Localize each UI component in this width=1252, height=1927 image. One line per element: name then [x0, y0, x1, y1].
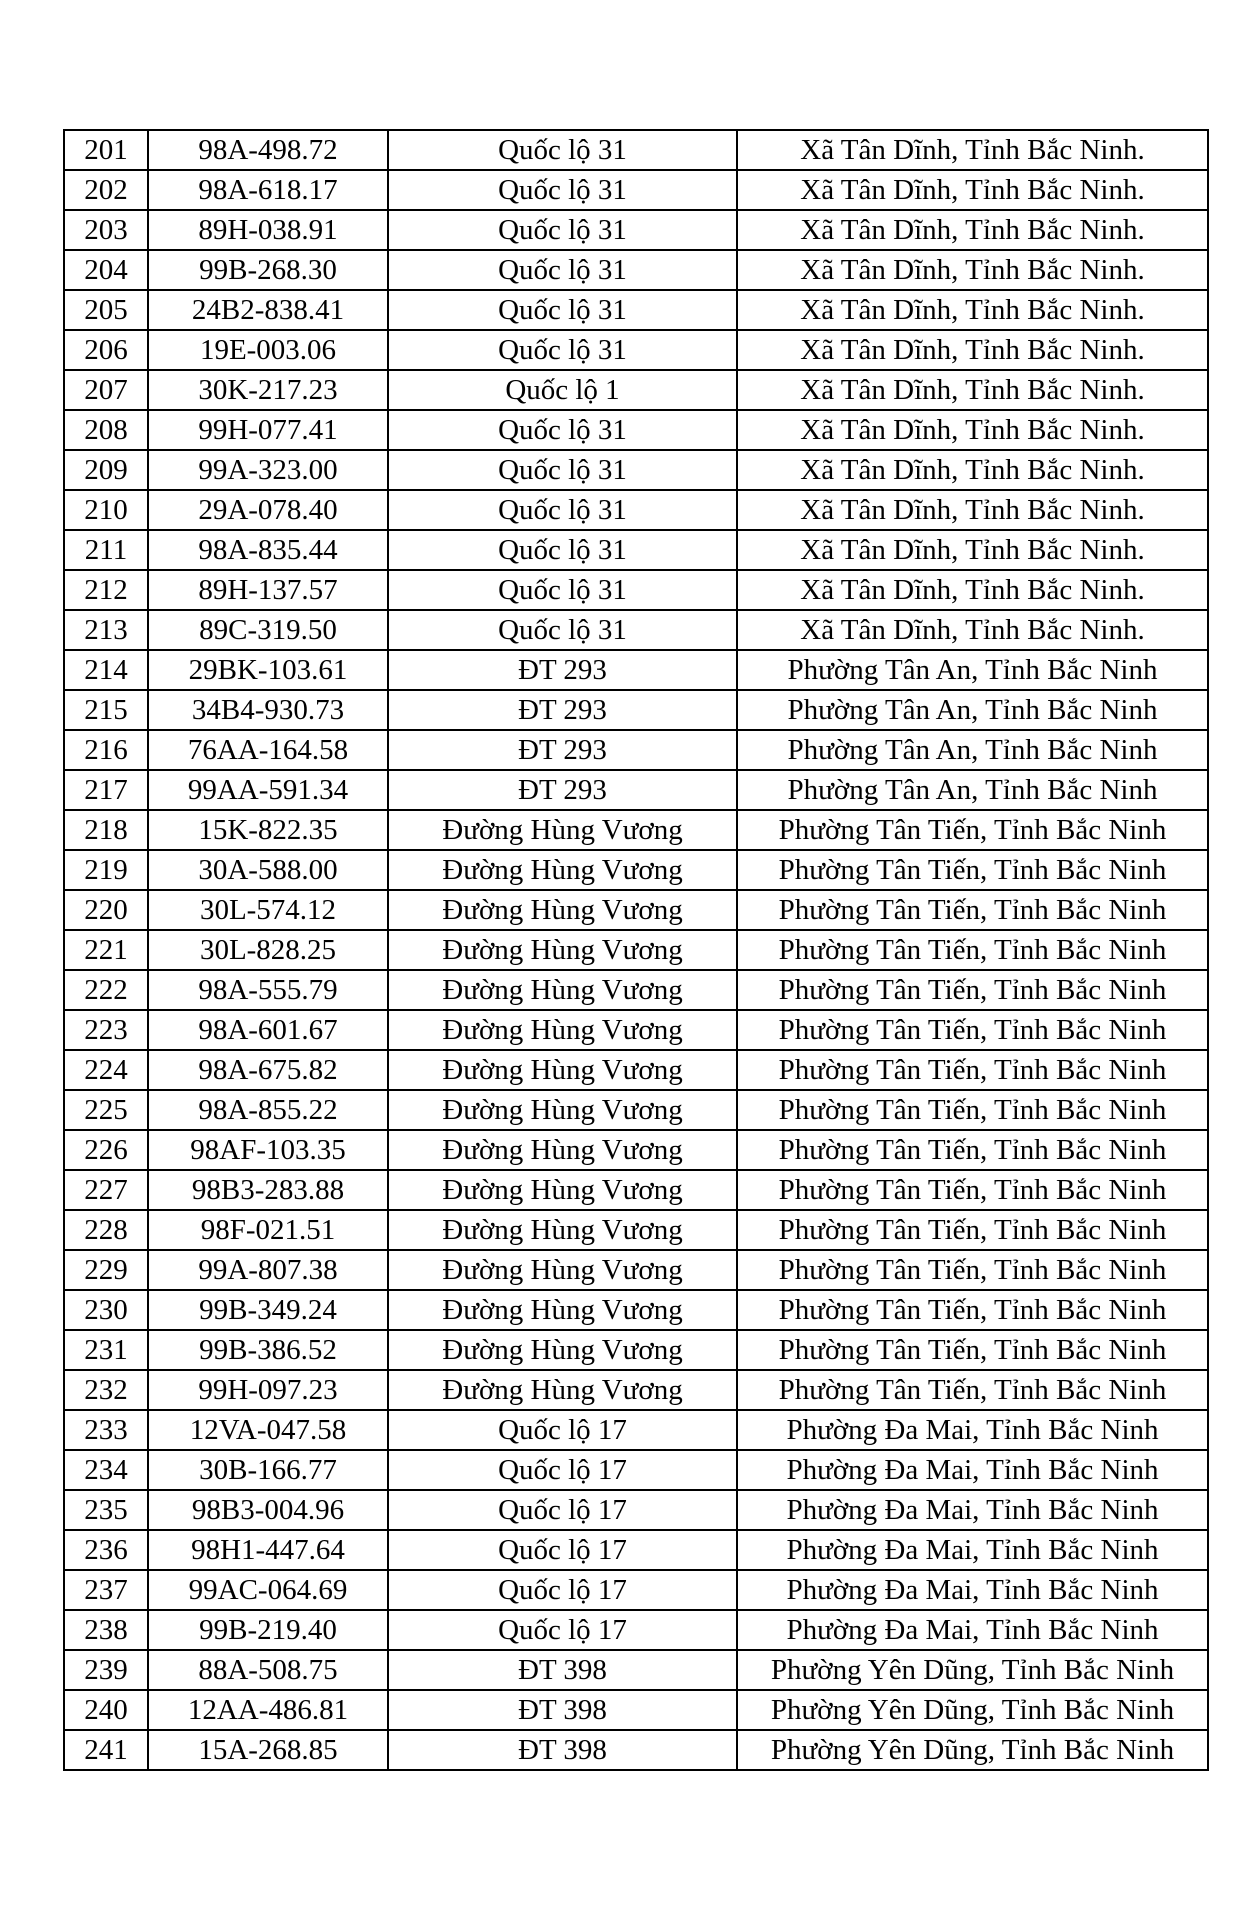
- row-number-cell: 203: [64, 210, 148, 250]
- table-row: [64, 690, 1208, 730]
- location-cell: Phường Đa Mai, Tỉnh Bắc Ninh: [737, 1610, 1208, 1650]
- road-cell: Quốc lộ 31: [388, 610, 737, 650]
- location-cell: Phường Tân Tiến, Tỉnh Bắc Ninh: [737, 850, 1208, 890]
- table-row: [64, 1690, 1208, 1730]
- license-plate-cell: 89H-038.91: [148, 210, 388, 250]
- road-cell: Quốc lộ 31: [388, 490, 737, 530]
- license-plate-cell: 98H1-447.64: [148, 1530, 388, 1570]
- road-cell: Đường Hùng Vương: [388, 930, 737, 970]
- license-plate-cell: 15K-822.35: [148, 810, 388, 850]
- row-number-cell: 201: [64, 130, 148, 170]
- road-cell: Quốc lộ 31: [388, 250, 737, 290]
- table-row: [64, 650, 1208, 690]
- violations-table: [63, 129, 1209, 1771]
- road-cell: Quốc lộ 31: [388, 530, 737, 570]
- license-plate-cell: 98A-555.79: [148, 970, 388, 1010]
- location-cell: Xã Tân Dĩnh, Tỉnh Bắc Ninh.: [737, 250, 1208, 290]
- location-cell: Phường Tân Tiến, Tỉnh Bắc Ninh: [737, 1250, 1208, 1290]
- row-number-cell: 228: [64, 1210, 148, 1250]
- table-body: [64, 130, 1208, 1770]
- row-number-cell: 202: [64, 170, 148, 210]
- table-row: [64, 1370, 1208, 1410]
- location-cell: Phường Tân Tiến, Tỉnh Bắc Ninh: [737, 810, 1208, 850]
- location-cell: Xã Tân Dĩnh, Tỉnh Bắc Ninh.: [737, 330, 1208, 370]
- table-row: [64, 1530, 1208, 1570]
- row-number-cell: 236: [64, 1530, 148, 1570]
- row-number-cell: 209: [64, 450, 148, 490]
- location-cell: Xã Tân Dĩnh, Tỉnh Bắc Ninh.: [737, 410, 1208, 450]
- row-number-cell: 220: [64, 890, 148, 930]
- location-cell: Phường Tân An, Tỉnh Bắc Ninh: [737, 690, 1208, 730]
- table-row: [64, 1410, 1208, 1450]
- row-number-cell: 234: [64, 1450, 148, 1490]
- location-cell: Xã Tân Dĩnh, Tỉnh Bắc Ninh.: [737, 610, 1208, 650]
- road-cell: Quốc lộ 31: [388, 330, 737, 370]
- table-row: [64, 1090, 1208, 1130]
- row-number-cell: 223: [64, 1010, 148, 1050]
- table-row: [64, 1210, 1208, 1250]
- license-plate-cell: 98A-618.17: [148, 170, 388, 210]
- row-number-cell: 227: [64, 1170, 148, 1210]
- table-row: [64, 570, 1208, 610]
- location-cell: Phường Đa Mai, Tỉnh Bắc Ninh: [737, 1450, 1208, 1490]
- license-plate-cell: 99A-807.38: [148, 1250, 388, 1290]
- row-number-cell: 213: [64, 610, 148, 650]
- row-number-cell: 232: [64, 1370, 148, 1410]
- license-plate-cell: 99AC-064.69: [148, 1570, 388, 1610]
- location-cell: Phường Tân Tiến, Tỉnh Bắc Ninh: [737, 1090, 1208, 1130]
- license-plate-cell: 89H-137.57: [148, 570, 388, 610]
- license-plate-cell: 76AA-164.58: [148, 730, 388, 770]
- table-row: [64, 930, 1208, 970]
- row-number-cell: 221: [64, 930, 148, 970]
- road-cell: Đường Hùng Vương: [388, 1050, 737, 1090]
- location-cell: Phường Đa Mai, Tỉnh Bắc Ninh: [737, 1530, 1208, 1570]
- table-row: [64, 450, 1208, 490]
- row-number-cell: 233: [64, 1410, 148, 1450]
- location-cell: Xã Tân Dĩnh, Tỉnh Bắc Ninh.: [737, 130, 1208, 170]
- location-cell: Phường Đa Mai, Tỉnh Bắc Ninh: [737, 1490, 1208, 1530]
- road-cell: Quốc lộ 31: [388, 570, 737, 610]
- license-plate-cell: 30K-217.23: [148, 370, 388, 410]
- location-cell: Phường Tân An, Tỉnh Bắc Ninh: [737, 770, 1208, 810]
- road-cell: Quốc lộ 17: [388, 1610, 737, 1650]
- table-row: [64, 330, 1208, 370]
- row-number-cell: 241: [64, 1730, 148, 1770]
- location-cell: Phường Tân An, Tỉnh Bắc Ninh: [737, 650, 1208, 690]
- license-plate-cell: 98F-021.51: [148, 1210, 388, 1250]
- license-plate-cell: 98A-835.44: [148, 530, 388, 570]
- road-cell: Quốc lộ 31: [388, 290, 737, 330]
- location-cell: Xã Tân Dĩnh, Tỉnh Bắc Ninh.: [737, 450, 1208, 490]
- table-row: [64, 490, 1208, 530]
- table-row: [64, 730, 1208, 770]
- row-number-cell: 218: [64, 810, 148, 850]
- table-row: [64, 610, 1208, 650]
- license-plate-cell: 29A-078.40: [148, 490, 388, 530]
- road-cell: Đường Hùng Vương: [388, 1210, 737, 1250]
- license-plate-cell: 99B-349.24: [148, 1290, 388, 1330]
- row-number-cell: 216: [64, 730, 148, 770]
- road-cell: ĐT 398: [388, 1650, 737, 1690]
- location-cell: Phường Tân Tiến, Tỉnh Bắc Ninh: [737, 1130, 1208, 1170]
- location-cell: Phường Đa Mai, Tỉnh Bắc Ninh: [737, 1410, 1208, 1450]
- location-cell: Phường Tân Tiến, Tỉnh Bắc Ninh: [737, 890, 1208, 930]
- road-cell: Đường Hùng Vương: [388, 850, 737, 890]
- license-plate-cell: 12VA-047.58: [148, 1410, 388, 1450]
- row-number-cell: 229: [64, 1250, 148, 1290]
- table-row: [64, 1010, 1208, 1050]
- table-row: [64, 130, 1208, 170]
- table-row: [64, 1650, 1208, 1690]
- license-plate-cell: 98B3-004.96: [148, 1490, 388, 1530]
- license-plate-cell: 15A-268.85: [148, 1730, 388, 1770]
- table-row: [64, 1050, 1208, 1090]
- road-cell: Đường Hùng Vương: [388, 810, 737, 850]
- table-row: [64, 250, 1208, 290]
- table-row: [64, 1250, 1208, 1290]
- table-row: [64, 850, 1208, 890]
- license-plate-cell: 99A-323.00: [148, 450, 388, 490]
- road-cell: Đường Hùng Vương: [388, 1250, 737, 1290]
- road-cell: Quốc lộ 17: [388, 1450, 737, 1490]
- license-plate-cell: 99B-268.30: [148, 250, 388, 290]
- license-plate-cell: 98A-855.22: [148, 1090, 388, 1130]
- location-cell: Phường Tân Tiến, Tỉnh Bắc Ninh: [737, 1170, 1208, 1210]
- road-cell: Đường Hùng Vương: [388, 1010, 737, 1050]
- license-plate-cell: 99B-219.40: [148, 1610, 388, 1650]
- table-row: [64, 1570, 1208, 1610]
- license-plate-cell: 99AA-591.34: [148, 770, 388, 810]
- table-row: [64, 890, 1208, 930]
- license-plate-cell: 99B-386.52: [148, 1330, 388, 1370]
- road-cell: Đường Hùng Vương: [388, 1130, 737, 1170]
- license-plate-cell: 12AA-486.81: [148, 1690, 388, 1730]
- license-plate-cell: 30L-574.12: [148, 890, 388, 930]
- location-cell: Xã Tân Dĩnh, Tỉnh Bắc Ninh.: [737, 490, 1208, 530]
- table-row: [64, 1730, 1208, 1770]
- location-cell: Xã Tân Dĩnh, Tỉnh Bắc Ninh.: [737, 170, 1208, 210]
- row-number-cell: 235: [64, 1490, 148, 1530]
- row-number-cell: 239: [64, 1650, 148, 1690]
- license-plate-cell: 19E-003.06: [148, 330, 388, 370]
- row-number-cell: 210: [64, 490, 148, 530]
- license-plate-cell: 24B2-838.41: [148, 290, 388, 330]
- location-cell: Phường Tân Tiến, Tỉnh Bắc Ninh: [737, 930, 1208, 970]
- road-cell: Quốc lộ 17: [388, 1490, 737, 1530]
- row-number-cell: 215: [64, 690, 148, 730]
- row-number-cell: 226: [64, 1130, 148, 1170]
- row-number-cell: 240: [64, 1690, 148, 1730]
- road-cell: Đường Hùng Vương: [388, 1170, 737, 1210]
- license-plate-cell: 99H-097.23: [148, 1370, 388, 1410]
- location-cell: Phường Tân Tiến, Tỉnh Bắc Ninh: [737, 1330, 1208, 1370]
- location-cell: Phường Tân Tiến, Tỉnh Bắc Ninh: [737, 1290, 1208, 1330]
- row-number-cell: 238: [64, 1610, 148, 1650]
- table-row: [64, 370, 1208, 410]
- table-row: [64, 810, 1208, 850]
- row-number-cell: 225: [64, 1090, 148, 1130]
- table-row: [64, 970, 1208, 1010]
- location-cell: Xã Tân Dĩnh, Tỉnh Bắc Ninh.: [737, 530, 1208, 570]
- table-row: [64, 290, 1208, 330]
- row-number-cell: 231: [64, 1330, 148, 1370]
- license-plate-cell: 98A-498.72: [148, 130, 388, 170]
- road-cell: Đường Hùng Vương: [388, 970, 737, 1010]
- row-number-cell: 219: [64, 850, 148, 890]
- road-cell: Đường Hùng Vương: [388, 1370, 737, 1410]
- table-row: [64, 1290, 1208, 1330]
- table-row: [64, 530, 1208, 570]
- row-number-cell: 214: [64, 650, 148, 690]
- location-cell: Phường Tân Tiến, Tỉnh Bắc Ninh: [737, 1010, 1208, 1050]
- license-plate-cell: 99H-077.41: [148, 410, 388, 450]
- location-cell: Phường Tân Tiến, Tỉnh Bắc Ninh: [737, 970, 1208, 1010]
- location-cell: Phường Yên Dũng, Tỉnh Bắc Ninh: [737, 1730, 1208, 1770]
- road-cell: Quốc lộ 31: [388, 130, 737, 170]
- table-row: [64, 1170, 1208, 1210]
- location-cell: Phường Đa Mai, Tỉnh Bắc Ninh: [737, 1570, 1208, 1610]
- table-row: [64, 1610, 1208, 1650]
- road-cell: ĐT 293: [388, 730, 737, 770]
- table-row: [64, 410, 1208, 450]
- location-cell: Xã Tân Dĩnh, Tỉnh Bắc Ninh.: [737, 210, 1208, 250]
- road-cell: Quốc lộ 1: [388, 370, 737, 410]
- table-row: [64, 1490, 1208, 1530]
- license-plate-cell: 29BK-103.61: [148, 650, 388, 690]
- location-cell: Phường Tân Tiến, Tỉnh Bắc Ninh: [737, 1050, 1208, 1090]
- row-number-cell: 211: [64, 530, 148, 570]
- row-number-cell: 212: [64, 570, 148, 610]
- row-number-cell: 222: [64, 970, 148, 1010]
- road-cell: Quốc lộ 17: [388, 1530, 737, 1570]
- table-row: [64, 770, 1208, 810]
- location-cell: Phường Tân Tiến, Tỉnh Bắc Ninh: [737, 1210, 1208, 1250]
- table-row: [64, 170, 1208, 210]
- location-cell: Phường Yên Dũng, Tỉnh Bắc Ninh: [737, 1690, 1208, 1730]
- license-plate-cell: 88A-508.75: [148, 1650, 388, 1690]
- license-plate-cell: 98A-675.82: [148, 1050, 388, 1090]
- row-number-cell: 205: [64, 290, 148, 330]
- road-cell: Đường Hùng Vương: [388, 1290, 737, 1330]
- location-cell: Phường Tân An, Tỉnh Bắc Ninh: [737, 730, 1208, 770]
- license-plate-cell: 34B4-930.73: [148, 690, 388, 730]
- license-plate-cell: 89C-319.50: [148, 610, 388, 650]
- road-cell: ĐT 293: [388, 690, 737, 730]
- road-cell: Đường Hùng Vương: [388, 1330, 737, 1370]
- location-cell: Xã Tân Dĩnh, Tỉnh Bắc Ninh.: [737, 370, 1208, 410]
- license-plate-cell: 98AF-103.35: [148, 1130, 388, 1170]
- road-cell: Đường Hùng Vương: [388, 890, 737, 930]
- road-cell: ĐT 398: [388, 1690, 737, 1730]
- table-row: [64, 210, 1208, 250]
- license-plate-cell: 30B-166.77: [148, 1450, 388, 1490]
- row-number-cell: 230: [64, 1290, 148, 1330]
- location-cell: Phường Tân Tiến, Tỉnh Bắc Ninh: [737, 1370, 1208, 1410]
- location-cell: Phường Yên Dũng, Tỉnh Bắc Ninh: [737, 1650, 1208, 1690]
- table-row: [64, 1130, 1208, 1170]
- table-row: [64, 1450, 1208, 1490]
- row-number-cell: 207: [64, 370, 148, 410]
- row-number-cell: 237: [64, 1570, 148, 1610]
- row-number-cell: 208: [64, 410, 148, 450]
- road-cell: ĐT 293: [388, 650, 737, 690]
- road-cell: ĐT 398: [388, 1730, 737, 1770]
- road-cell: Quốc lộ 31: [388, 450, 737, 490]
- road-cell: Quốc lộ 31: [388, 410, 737, 450]
- location-cell: Xã Tân Dĩnh, Tỉnh Bắc Ninh.: [737, 570, 1208, 610]
- row-number-cell: 217: [64, 770, 148, 810]
- license-plate-cell: 30A-588.00: [148, 850, 388, 890]
- road-cell: Quốc lộ 17: [388, 1410, 737, 1450]
- row-number-cell: 204: [64, 250, 148, 290]
- table-row: [64, 1330, 1208, 1370]
- road-cell: Quốc lộ 31: [388, 170, 737, 210]
- license-plate-cell: 98A-601.67: [148, 1010, 388, 1050]
- row-number-cell: 224: [64, 1050, 148, 1090]
- road-cell: ĐT 293: [388, 770, 737, 810]
- license-plate-cell: 30L-828.25: [148, 930, 388, 970]
- road-cell: Đường Hùng Vương: [388, 1090, 737, 1130]
- location-cell: Xã Tân Dĩnh, Tỉnh Bắc Ninh.: [737, 290, 1208, 330]
- license-plate-cell: 98B3-283.88: [148, 1170, 388, 1210]
- road-cell: Quốc lộ 31: [388, 210, 737, 250]
- row-number-cell: 206: [64, 330, 148, 370]
- road-cell: Quốc lộ 17: [388, 1570, 737, 1610]
